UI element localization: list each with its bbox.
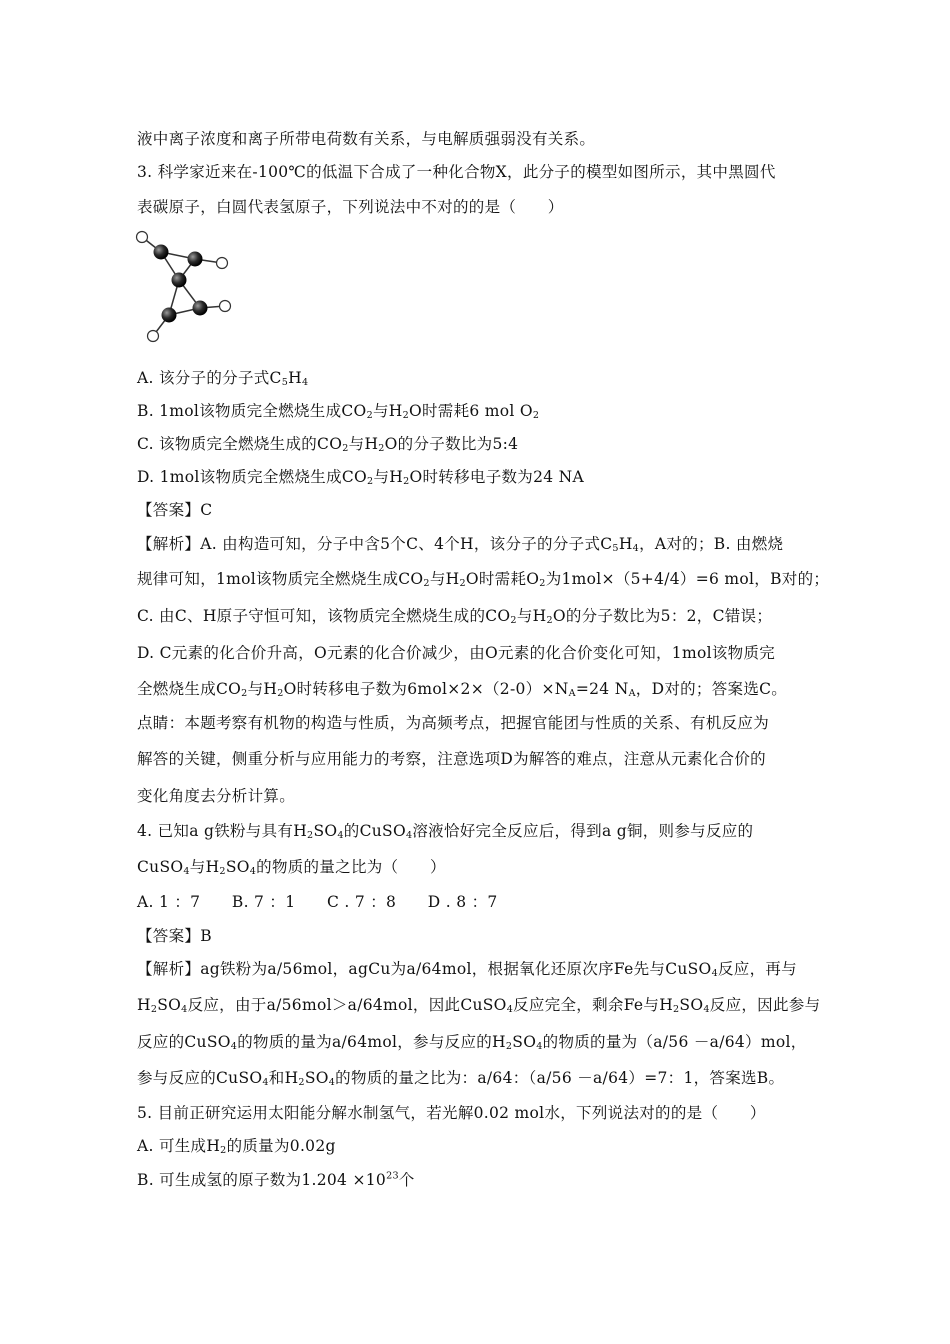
carbon-atom xyxy=(188,252,203,267)
molecule-model-figure xyxy=(130,228,240,346)
question-3-stem-cont: 表碳原子，白圆代表氢原子，下列说法中不对的的是（ ） xyxy=(137,198,564,216)
explanation-line: 【解析】ag铁粉为a/56mol，agCu为a/64mol，根据氧化还原次序Fe先与CuSO$_4$反应，再与 xyxy=(137,960,797,979)
question-4-stem-cont: CuSO$_4$与$H_2SO_4$的物质的量之比为（ ） xyxy=(137,858,446,877)
text-line: 液中离子浓度和离子所带电荷数有关系，与电解质强弱没有关系。 xyxy=(137,130,596,148)
carbon-atom xyxy=(162,308,177,323)
question-5-stem: 5. 目前正研究运用太阳能分解水制氢气，若光解0.02 mol水，下列说法对的的是（ ） xyxy=(137,1104,766,1122)
note-line: 变化角度去分析计算。 xyxy=(137,787,296,805)
hydrogen-atom xyxy=(137,232,148,243)
option-d: D. 1mol该物质完全燃烧生成$CO_2$与$H_2O$时转移电子数为24 NA xyxy=(137,468,584,487)
question-4-options: A. 1 ：7 B. 7 ：1 C . 7 ：8 D . 8 ：7 xyxy=(137,893,498,911)
explanation-line: 【解析】A. 由构造可知，分子中含5个C、4个H，该分子的分子式$C_5H_4$，A对的；B. 由燃烧 xyxy=(137,535,784,554)
note-line: 点睛：本题考察有机物的构造与性质，为高频考点，把握官能团与性质的关系、有机反应为 xyxy=(137,714,770,732)
hydrogen-atom xyxy=(148,331,159,342)
explanation-line: 规律可知，1mol该物质完全燃烧生成$CO_2$与$H_2O$时需耗$O_2$为1mol×（5+4/4）=6 mol，B对的； xyxy=(137,570,830,589)
explanation-line: 参与反应的CuSO$_4$和$H_2SO_4$的物质的量之比为：a/64：（a/56 －a/64）=7：1，答案选B。 xyxy=(137,1069,785,1088)
option-c: C. 该物质完全燃烧生成的$CO_2$与$H_2O$的分子数比为5:4 xyxy=(137,435,519,454)
explanation-line: C. 由C、H原子守恒可知，该物质完全燃烧生成的$CO_2$与$H_2O$的分子数比为5：2，C错误； xyxy=(137,607,773,626)
explanation-line: 反应的CuSO$_4$的物质的量为a/64mol，参与反应的$H_2SO_4$的物质的量为（a/56 －a/64）mol， xyxy=(137,1033,807,1052)
option-a: A. 该分子的分子式$C_5H_4$ xyxy=(137,369,309,388)
carbon-atom xyxy=(154,245,169,260)
explanation-line: 全燃烧生成$CO_2$与$H_2O$时转移电子数为$6mol\times 2\times(2-0)\times N_A=24$ $N_A$，D对的；答案选C。 xyxy=(137,680,788,699)
option-b: B. 可生成氢的原子数为$1.204 \times 10^{23}$个 xyxy=(137,1170,415,1189)
explanation-line: $H_2SO_4$反应，由于a/56mol＞a/64mol，因此CuSO$_4$反应完全，剩余Fe与$H_2SO_4$反应，因此参与 xyxy=(137,996,821,1015)
answer-label: 【答案】C xyxy=(137,501,213,519)
note-line: 解答的关键，侧重分析与应用能力的考察，注意选项D为解答的难点，注意从元素化合价的 xyxy=(137,750,766,768)
carbon-atom xyxy=(193,301,208,316)
hydrogen-atom xyxy=(220,301,231,312)
question-3-stem: 3. 科学家近来在-100℃的低温下合成了一种化合物X，此分子的模型如图所示，其中黑圆代 xyxy=(137,163,776,181)
carbon-atom xyxy=(172,273,187,288)
explanation-line: D. C元素的化合价升高，O元素的化合价减少，由O元素的化合价变化可知，1mol该物质完 xyxy=(137,644,776,662)
option-b: B. 1mol该物质完全燃烧生成$CO_2$与$H_2O$时需耗6 mol $O_2$ xyxy=(137,402,540,421)
answer-label: 【答案】B xyxy=(137,927,212,945)
hydrogen-atom xyxy=(217,258,228,269)
option-a: A. 可生成$H_2$的质量为0.02g xyxy=(137,1137,336,1156)
question-4-stem: 4. 已知a g铁粉与具有$H_2SO_4$的CuSO$_4$溶液恰好完全反应后，得到a g铜，则参与反应的 xyxy=(137,822,754,841)
